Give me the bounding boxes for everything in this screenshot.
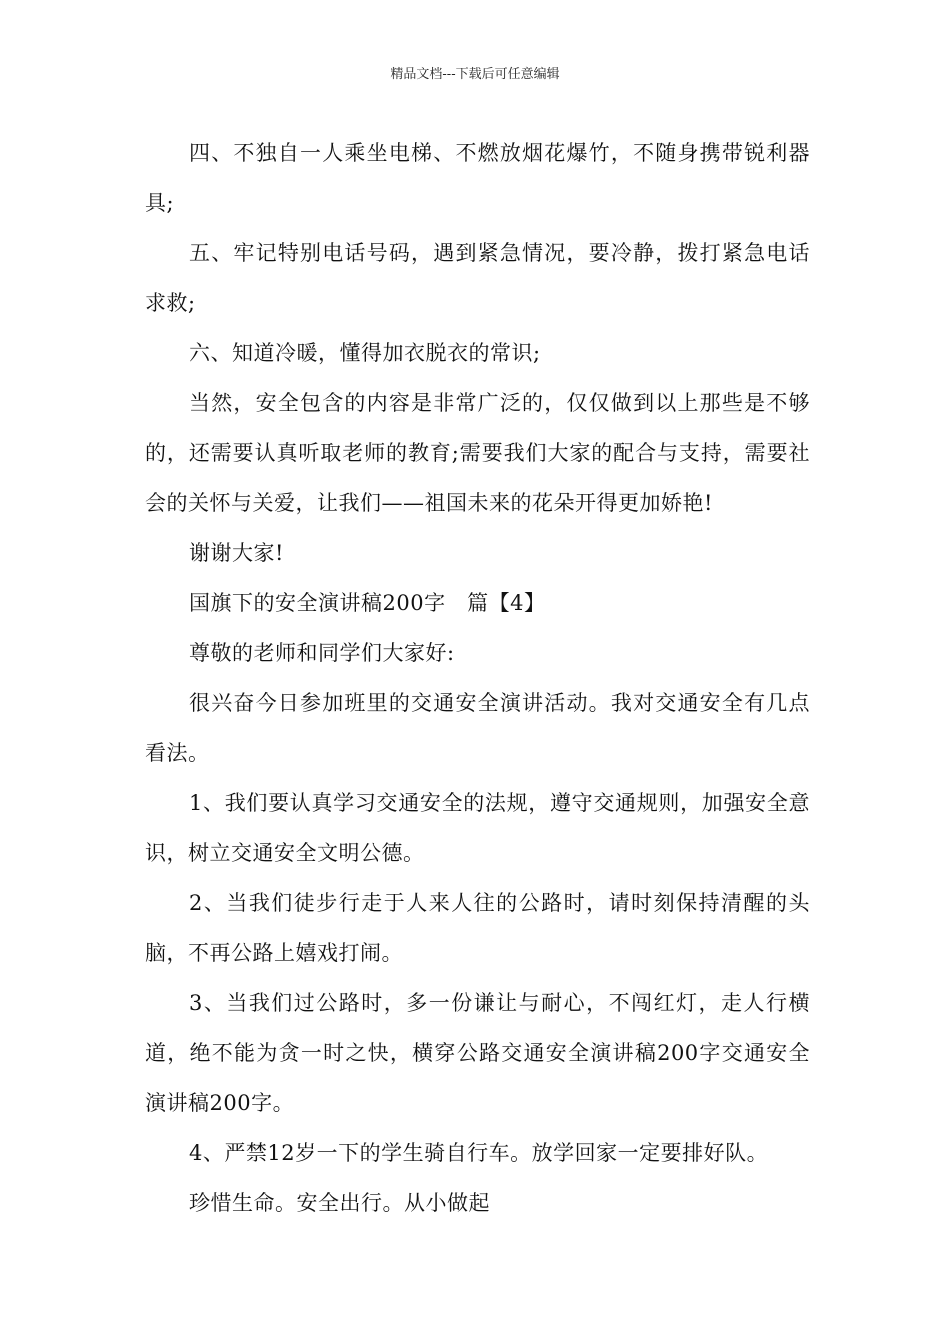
page-header: 精品文档---下载后可任意编辑 <box>390 67 560 82</box>
paragraph-intro: 很兴奋今日参加班里的交通安全演讲活动。我对交通安全有几点看法。 <box>145 691 810 765</box>
paragraph-greeting: 尊敬的老师和同学们大家好: <box>189 641 455 665</box>
paragraph-closing: 珍惜生命。安全出行。从小做起 <box>189 1191 490 1215</box>
paragraph-conclusion: 当然，安全包含的内容是非常广泛的，仅仅做到以上那些是不够的，还需要认真听取老师的教育;需要我们大家的配合与支持，需要社会的关怀与关爱，让我们——祖国未来的花朵开得更加娇艳! <box>145 391 810 515</box>
paragraph-thanks: 谢谢大家! <box>189 541 284 565</box>
paragraph-point-3: 3、当我们过公路时，多一份谦让与耐心，不闯红灯，走人行横道，绝不能为贪一时之快，横穿公路交通安全演讲稿200字交通安全演讲稿200字。 <box>145 991 810 1115</box>
paragraph-item-4: 四、不独自一人乘坐电梯、不燃放烟花爆竹，不随身携带锐利器具; <box>145 141 810 215</box>
paragraph-point-2: 2、当我们徒步行走于人来人往的公路时，请时刻保持清醒的头脑，不再公路上嬉戏打闹。 <box>145 891 810 965</box>
paragraph-item-5: 五、牢记特别电话号码，遇到紧急情况，要冷静，拨打紧急电话求救; <box>145 241 810 315</box>
paragraph-point-4: 4、严禁12岁一下的学生骑自行车。放学回家一定要排好队。 <box>189 1141 769 1165</box>
document-body <box>145 128 810 1228</box>
section-title: 国旗下的安全演讲稿200字 篇【4】 <box>189 591 546 615</box>
paragraph-point-1: 1、我们要认真学习交通安全的法规，遵守交通规则，加强安全意识，树立交通安全文明公德。 <box>145 791 810 865</box>
paragraph-item-6: 六、知道冷暖，懂得加衣脱衣的常识; <box>189 341 541 365</box>
